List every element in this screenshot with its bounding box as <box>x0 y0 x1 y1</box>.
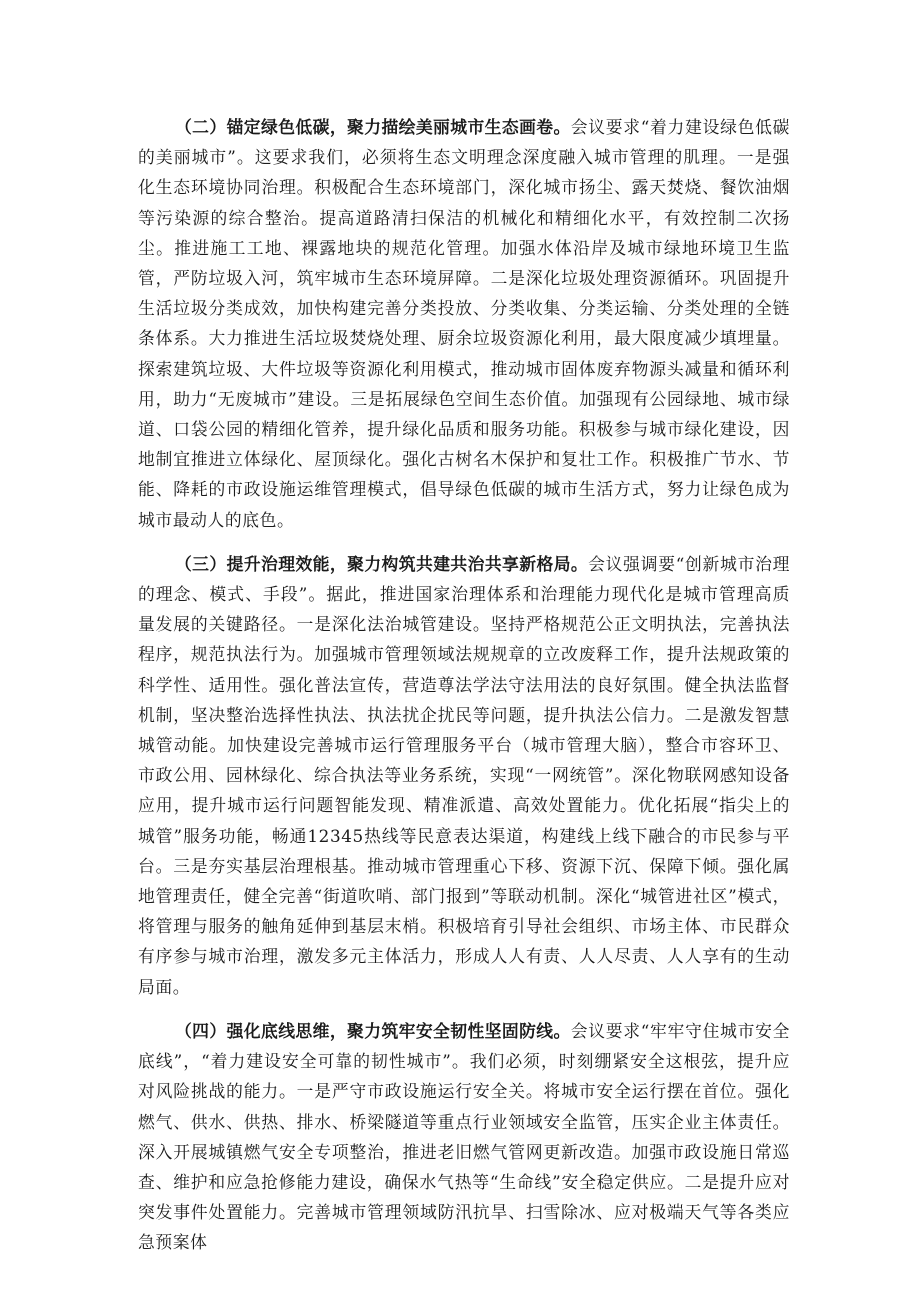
section-three-heading: （三）提升治理效能，聚力构筑共建共治共享新格局。 <box>174 553 589 574</box>
section-three-paragraph <box>138 549 790 1002</box>
section-four-body: 会议要求“牢牢守住城市安全底线”，“着力建设安全可靠的韧性城市”。我们必须，时刻绷紧安全这根弦，提升应对风险挑战的能力。一是严守市政设施运行安全关。将城市安全运行摆在首位。强化燃气、供水、供热、排水、桥梁隧道等重点行业领域安全监管，压实企业主体责任。深入开展城镇燃气安全专项整治，推进老旧燃气管网更新改造。加强市政设施日常巡查、维护和应急抢修能力建设，确保水气热等“生命线”安全稳定供应。二是提升应对突发事件处置能力。完善城市管理领域防汛抗旱、扫雪除冰、应对极端天气等各类应急预案体 <box>138 1020 790 1253</box>
section-three-body: 会议强调要“创新城市治理的理念、模式、手段”。据此，推进国家治理体系和治理能力现代化是城市管理高质量发展的关键路径。一是深化法治城管建设。坚持严格规范公正文明执法，完善执法程序，规范执法行为。加强城市管理领域法规规章的立改废释工作，提升法规政策的科学性、适用性。强化普法宣传，营造尊法学法守法用法的良好氛围。健全执法监督机制，坚决整治选择性执法、执法扰企扰民等问题，提升执法公信力。二是激发智慧城管动能。加快建设完善城市运行管理服务平台（城市管理大脑），整合市容环卫、市政公用、园林绿化、综合执法等业务系统，实现“一网统管”。深化物联网感知设备应用，提升城市运行问题智能发现、精准派遣、高效处置能力。优化拓展“指尖上的城管”服务功能，畅通12345热线等民意表达渠道，构建线上线下融合的市民参与平台。三是夯实基层治理根基。推动城市管理重心下移、资源下沉、保障下倾。强化属地管理责任，健全完善“街道吹哨、部门报到”等联动机制。深化“城管进社区”模式，将管理与服务的触角延伸到基层末梢。积极培育引导社会组织、市场主体、市民群众有序参与城市治理，激发多元主体活力，形成人人有责、人人尽责、人人享有的生动局面。 <box>138 553 790 997</box>
section-two-paragraph <box>138 112 790 535</box>
section-four-heading: （四）强化底线思维，聚力筑牢安全韧性坚固防线。 <box>174 1020 571 1041</box>
section-four-paragraph <box>138 1016 790 1258</box>
section-two-heading: （二）锚定绿色低碳，聚力描绘美丽城市生态画卷。 <box>174 117 571 137</box>
document-page <box>138 112 790 1258</box>
section-two-body: 会议要求“着力建设绿色低碳的美丽城市”。这要求我们，必须将生态文明理念深度融入城市管理的肌理。一是强化生态环境协同治理。积极配合生态环境部门，深化城市扬尘、露天焚烧、餐饮油烟等污染源的综合整治。提高道路清扫保洁的机械化和精细化水平，有效控制二次扬尘。推进施工工地、裸露地块的规范化管理。加强水体沿岸及城市绿地环境卫生监管，严防垃圾入河，筑牢城市生态环境屏障。二是深化垃圾处理资源循环。巩固提升生活垃圾分类成效，加快构建完善分类投放、分类收集、分类运输、分类处理的全链条体系。大力推进生活垃圾焚烧处理、厨余垃圾资源化利用，最大限度减少填埋量。探索建筑垃圾、大件垃圾等资源化利用模式，推动城市固体废弃物源头减量和循环利用，助力“无废城市”建设。三是拓展绿色空间生态价值。加强现有公园绿地、城市绿道、口袋公园的精细化管养，提升绿化品质和服务功能。积极参与城市绿化建设，因地制宜推进立体绿化、屋顶绿化。强化古树名木保护和复壮工作。积极推广节水、节能、降耗的市政设施运维管理模式，倡导绿色低碳的城市生活方式，努力让绿色成为城市最动人的底色。 <box>138 117 790 530</box>
